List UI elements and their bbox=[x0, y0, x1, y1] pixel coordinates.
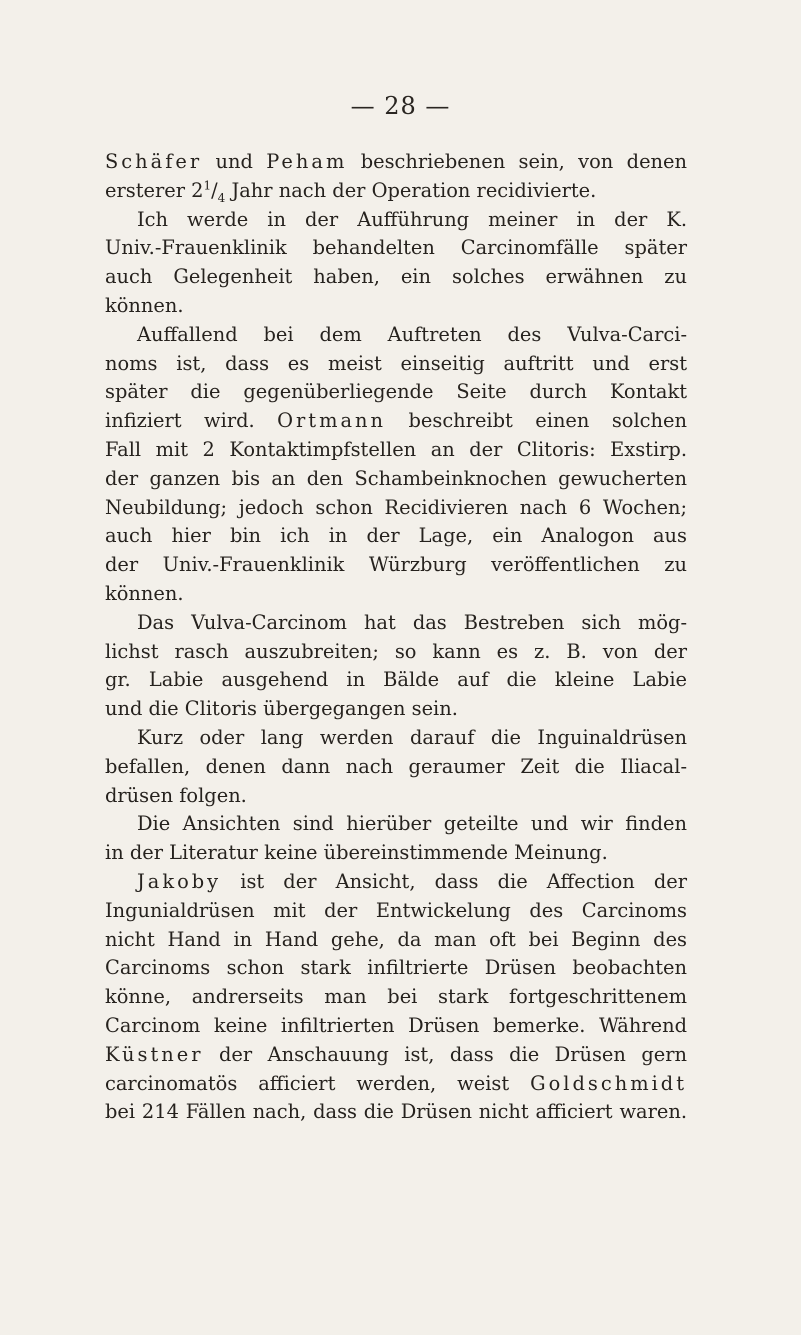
text-line bbox=[105, 868, 687, 897]
text-run: nicht Hand in Hand gehe, da man oft bei Beginn des bbox=[105, 927, 687, 951]
text-run: beschriebenen sein, von denen bbox=[347, 150, 688, 173]
text-line bbox=[105, 609, 687, 638]
text-line bbox=[105, 810, 687, 839]
text-run: drüsen folgen. bbox=[105, 783, 247, 807]
text-run: in der Literatur keine übereinstimmende Meinung. bbox=[105, 841, 608, 865]
text-line bbox=[105, 522, 687, 551]
text-line bbox=[105, 666, 687, 695]
text-line bbox=[105, 378, 687, 407]
page-number: — 28 — bbox=[350, 92, 451, 120]
text-run: 4 bbox=[217, 190, 226, 205]
text-run: ist der Ansicht, dass die Affection der bbox=[221, 869, 687, 893]
text-run: Fall mit 2 Kontaktimpfstellen an der Clitoris: Exstirp. bbox=[105, 437, 687, 461]
text-run: Ingunialdrüsen mit der Entwickelung des Carcinoms bbox=[105, 898, 687, 922]
text-run: auch hier bin ich in der Lage, ein Analogon aus bbox=[105, 524, 687, 548]
body-text bbox=[105, 148, 687, 1127]
text-line bbox=[105, 494, 687, 523]
text-line bbox=[105, 234, 687, 263]
text-run: carcinomatös afficiert werden, weist bbox=[105, 1071, 531, 1095]
author-name: Küstner bbox=[105, 1042, 204, 1066]
text-run: der Anschauung ist, dass die Drüsen gern bbox=[203, 1042, 687, 1066]
text-line bbox=[105, 206, 687, 235]
text-run: gr. Labie ausgehend in Bälde auf die kleine Labie bbox=[105, 668, 687, 692]
text-run: könne, andrerseits man bei stark fortgeschrittenem bbox=[105, 985, 687, 1009]
text-run: Carcinoms schon stark infiltrierte Drüsen beobachten bbox=[105, 956, 687, 980]
author-name: Ortmann bbox=[277, 409, 387, 433]
text-run: bei 214 Fällen nach, dass die Drüsen nicht afficiert waren. bbox=[105, 1100, 687, 1124]
text-line bbox=[105, 321, 687, 350]
text-run: können. bbox=[105, 293, 184, 317]
text-run: Neubildung; jedoch schon Recidivieren nach 6 Wochen; bbox=[105, 495, 687, 519]
text-run: später die gegenüberliegende Seite durch Kontakt bbox=[105, 380, 687, 404]
text-run: der Univ.-Frauenklinik Würzburg veröffentlichen zu bbox=[105, 553, 687, 577]
text-line bbox=[105, 926, 687, 955]
text-line bbox=[105, 839, 687, 868]
text-run: Univ.-Frauenklinik behandelten Carcinomfälle später bbox=[105, 236, 687, 260]
text-run: 1 bbox=[203, 178, 212, 193]
author-name: Schäfer bbox=[105, 150, 203, 173]
text-line bbox=[105, 1070, 687, 1099]
text-run: beschreibt einen solchen bbox=[386, 409, 687, 433]
text-run: ersterer 2 bbox=[105, 178, 204, 202]
text-line bbox=[105, 954, 687, 983]
text-line bbox=[105, 407, 687, 436]
text-line bbox=[105, 1098, 687, 1127]
text-run: / bbox=[211, 178, 218, 202]
text-line bbox=[105, 724, 687, 753]
text-line bbox=[105, 580, 687, 609]
author-name: Goldschmidt bbox=[530, 1071, 687, 1095]
text-line bbox=[105, 292, 687, 321]
text-line bbox=[105, 350, 687, 379]
text-run: Carcinom keine infiltrierten Drüsen bemerke. Während bbox=[105, 1013, 687, 1037]
text-line bbox=[105, 148, 687, 177]
text-line bbox=[105, 263, 687, 292]
text-line bbox=[105, 1041, 687, 1070]
text-line bbox=[105, 436, 687, 465]
text-run: und bbox=[202, 150, 267, 173]
text-line bbox=[105, 753, 687, 782]
text-line bbox=[105, 1012, 687, 1041]
author-name: Peham bbox=[266, 150, 348, 173]
text-run: Die Ansichten sind hierüber geteilte und wir finden bbox=[137, 812, 687, 836]
text-line bbox=[105, 897, 687, 926]
text-line bbox=[105, 551, 687, 580]
author-name: Jakoby bbox=[137, 869, 222, 893]
text-run: noms ist, dass es meist einseitig auftritt und erst bbox=[105, 351, 687, 375]
text-run: befallen, denen dann nach geraumer Zeit die Iliacal- bbox=[105, 754, 687, 778]
text-run: der ganzen bis an den Schambeinknochen gewucherten bbox=[105, 466, 687, 490]
text-line bbox=[105, 465, 687, 494]
text-run: Ich werde in der Aufführung meiner in der K. bbox=[137, 207, 687, 231]
text-run: infiziert wird. bbox=[105, 409, 278, 433]
text-run: und die Clitoris übergegangen sein. bbox=[105, 697, 458, 721]
text-line bbox=[105, 695, 687, 724]
text-line bbox=[105, 983, 687, 1012]
text-run: können. bbox=[105, 581, 184, 605]
text-run: Kurz oder lang werden darauf die Inguinaldrüsen bbox=[137, 725, 687, 749]
text-run: Auffallend bei dem Auftreten des Vulva-Carci- bbox=[137, 322, 687, 346]
text-line bbox=[105, 177, 687, 206]
text-run: Jahr nach der Operation recidivierte. bbox=[225, 178, 597, 202]
text-run: lichst rasch auszubreiten; so kann es z. B. von der bbox=[105, 639, 687, 663]
text-run: Das Vulva-Carcinom hat das Bestreben sich mög- bbox=[137, 610, 687, 634]
text-line bbox=[105, 638, 687, 667]
text-run: auch Gelegenheit haben, ein solches erwähnen zu bbox=[105, 265, 687, 289]
text-line bbox=[105, 782, 687, 811]
